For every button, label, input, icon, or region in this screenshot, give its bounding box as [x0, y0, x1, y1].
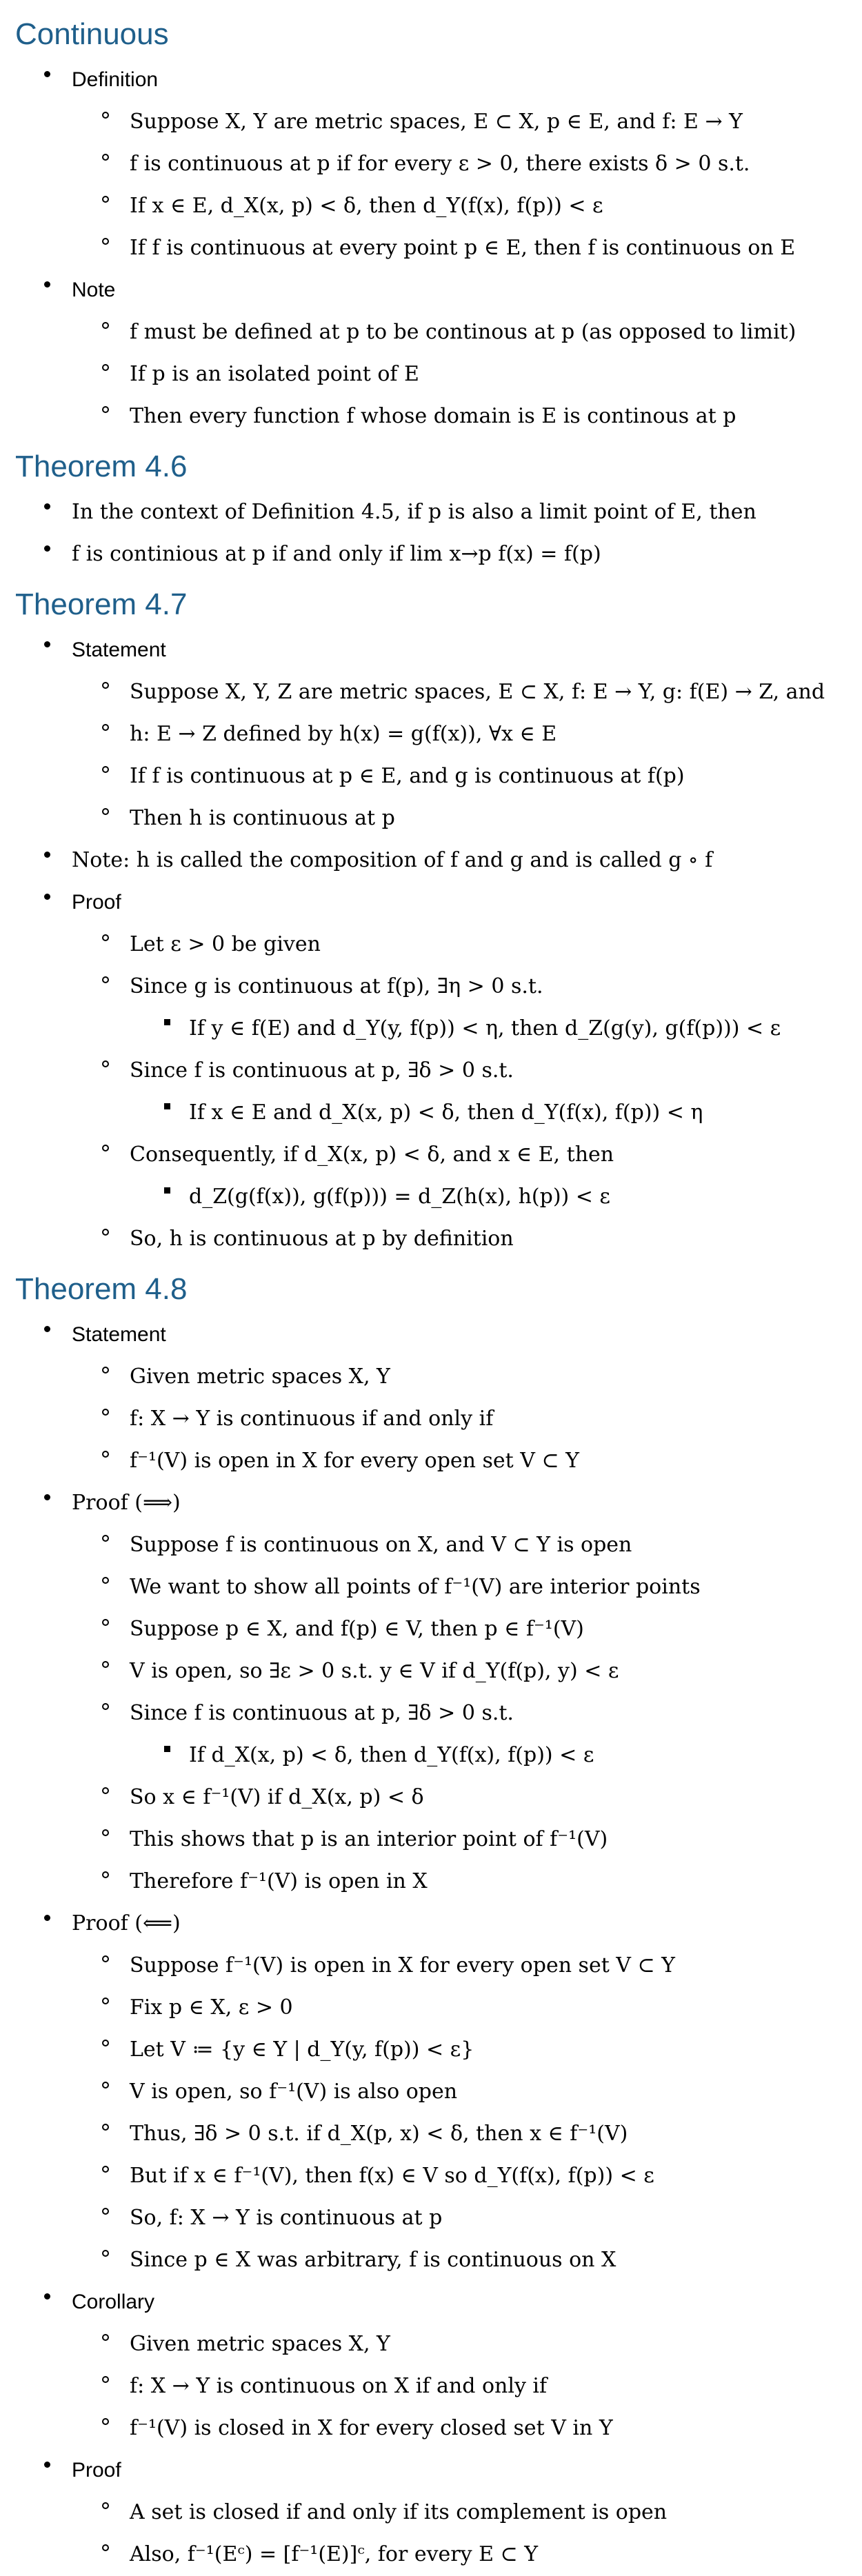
list-item-text: So, h is continuous at p by definition — [130, 1218, 862, 1260]
list-item-text: If d_X(x, p) < δ, then d_Y(f(x), f(p)) < ε — [189, 1735, 862, 1777]
list-item-text: If p is an isolated point of E — [130, 354, 862, 396]
list-item-text: V is open, so ∃ε > 0 s.t. y ∈ V if d_Y(f(p), y) < ε — [130, 1651, 862, 1693]
list-item-text: f: X → Y is continuous if and only if — [130, 1398, 862, 1440]
list-item-text: A set is closed if and only if its complement is open — [130, 2492, 862, 2534]
list-item-text: Given metric spaces X, Y — [130, 2324, 862, 2366]
list-item-text: Proof (⟹) — [72, 1482, 862, 1525]
list-item-text: Note — [72, 270, 862, 312]
list-item-text: d_Z(g(f(x)), g(f(p))) = d_Z(h(x), h(p)) < ε — [189, 1176, 862, 1218]
list-item-text: Since g is continuous at f(p), ∃η > 0 s.t. — [130, 966, 862, 1008]
list-item — [0, 1903, 862, 2282]
list-item-text: Let ε > 0 be given — [130, 924, 862, 966]
list-item — [0, 270, 862, 438]
list-item-text: In the context of Definition 4.5, if p is also a limit point of E, then — [72, 492, 862, 534]
section-title-theorem-4-6: Theorem 4.6 — [15, 450, 188, 483]
list-item-text: f: X → Y is continuous on X if and only if — [130, 2366, 862, 2408]
list-item-text: Since f is continuous at p, ∃δ > 0 s.t. — [130, 1050, 862, 1092]
list-item — [0, 1482, 862, 1903]
theorem-4-8-list — [0, 1314, 862, 2576]
list-item-text: Suppose f⁻¹(V) is open in X for every open set V ⊂ Y — [130, 1945, 862, 1987]
list-item-text: If x ∈ E, d_X(x, p) < δ, then d_Y(f(x), f(p)) < ε — [130, 185, 862, 228]
list-item-text: If x ∈ E and d_X(x, p) < δ, then d_Y(f(x), f(p)) < η — [189, 1092, 862, 1134]
section-title-theorem-4-8: Theorem 4.8 — [15, 1272, 188, 1306]
list-item-text: If y ∈ f(E) and d_Y(y, f(p)) < η, then d_Z(g(y), g(f(p))) < ε — [189, 1008, 862, 1050]
list-item — [0, 1314, 862, 1482]
list-item-text: Fix p ∈ X, ε > 0 — [130, 1987, 862, 2029]
list-item-text: Proof — [72, 882, 862, 924]
list-item-text: f is continuous at p if for every ε > 0, there exists δ > 0 s.t. — [130, 143, 862, 185]
list-item-text: V is open, so f⁻¹(V) is also open — [130, 2071, 862, 2113]
list-item-text: Statement — [72, 1314, 862, 1356]
list-item-text: Suppose X, Y, Z are metric spaces, E ⊂ X, f: E → Y, g: f(E) → Z, and — [130, 672, 862, 714]
list-item — [0, 2450, 862, 2576]
list-item — [0, 840, 862, 882]
list-item-text: If f is continuous at p ∈ E, and g is continuous at f(p) — [130, 756, 862, 798]
list-item-text: Suppose X, Y are metric spaces, E ⊂ X, p ∈ E, and f: E → Y — [130, 101, 862, 143]
list-item — [0, 630, 862, 840]
list-item-text: Thus, ∃δ > 0 s.t. if d_X(p, x) < δ, then x ∈ f⁻¹(V) — [130, 2113, 862, 2155]
list-item-text: Let V ≔ {y ∈ Y | d_Y(y, f(p)) < ε} — [130, 2029, 862, 2071]
list-item-text: f is continious at p if and only if lim x→p f(x) = f(p) — [72, 534, 862, 576]
list-item-text: Definition — [72, 59, 862, 101]
list-item-text: Suppose f is continuous on X, and V ⊂ Y is open — [130, 1525, 862, 1567]
list-item-text: Proof (⟸) — [72, 1903, 862, 1945]
list-item — [0, 2282, 862, 2450]
list-item-text: Suppose p ∈ X, and f(p) ∈ V, then p ∈ f⁻¹(V) — [130, 1609, 862, 1651]
list-item — [0, 59, 862, 270]
theorem-4-6-list — [0, 492, 862, 576]
list-item-text: Also, f⁻¹(Eᶜ) = [f⁻¹(E)]ᶜ, for every E ⊂ Y — [130, 2534, 862, 2576]
list-item-text: Then h is continuous at p — [130, 798, 862, 840]
theorem-4-7-list — [0, 630, 862, 1260]
section-title-theorem-4-7: Theorem 4.7 — [15, 587, 188, 621]
list-item-text: Note: h is called the composition of f and g and is called g ∘ f — [72, 840, 862, 882]
list-item-text: h: E → Z defined by h(x) = g(f(x)), ∀x ∈ E — [130, 714, 862, 756]
list-item-text: Then every function f whose domain is E is continous at p — [130, 396, 862, 438]
list-item-text: f⁻¹(V) is open in X for every open set V ⊂ Y — [130, 1440, 862, 1482]
list-item-text: If f is continuous at every point p ∈ E, then f is continuous on E — [130, 228, 862, 270]
list-item-text: Consequently, if d_X(x, p) < δ, and x ∈ E, then — [130, 1134, 862, 1176]
list-item-text: Corollary — [72, 2282, 862, 2324]
list-item-text: So, f: X → Y is continuous at p — [130, 2197, 862, 2240]
list-item-text: This shows that p is an interior point of f⁻¹(V) — [130, 1819, 862, 1861]
list-item — [0, 534, 862, 576]
section-title-continuous: Continuous — [15, 17, 169, 51]
list-item-text: So x ∈ f⁻¹(V) if d_X(x, p) < δ — [130, 1777, 862, 1819]
continuous-list — [0, 59, 862, 438]
list-item-text: f⁻¹(V) is closed in X for every closed set V in Y — [130, 2408, 862, 2450]
list-item — [0, 882, 862, 1260]
list-item-text: f must be defined at p to be continous at p (as opposed to limit) — [130, 312, 862, 354]
list-item-text: We want to show all points of f⁻¹(V) are interior points — [130, 1567, 862, 1609]
list-item — [0, 492, 862, 534]
list-item-text: Since f is continuous at p, ∃δ > 0 s.t. — [130, 1693, 862, 1735]
list-item-text: Proof — [72, 2450, 862, 2492]
list-item-text: Therefore f⁻¹(V) is open in X — [130, 1861, 862, 1903]
list-item-text: Since p ∈ X was arbitrary, f is continuous on X — [130, 2240, 862, 2282]
list-item-text: But if x ∈ f⁻¹(V), then f(x) ∈ V so d_Y(f(x), f(p)) < ε — [130, 2155, 862, 2197]
list-item-text: Given metric spaces X, Y — [130, 1356, 862, 1398]
list-item-text: Statement — [72, 630, 862, 672]
